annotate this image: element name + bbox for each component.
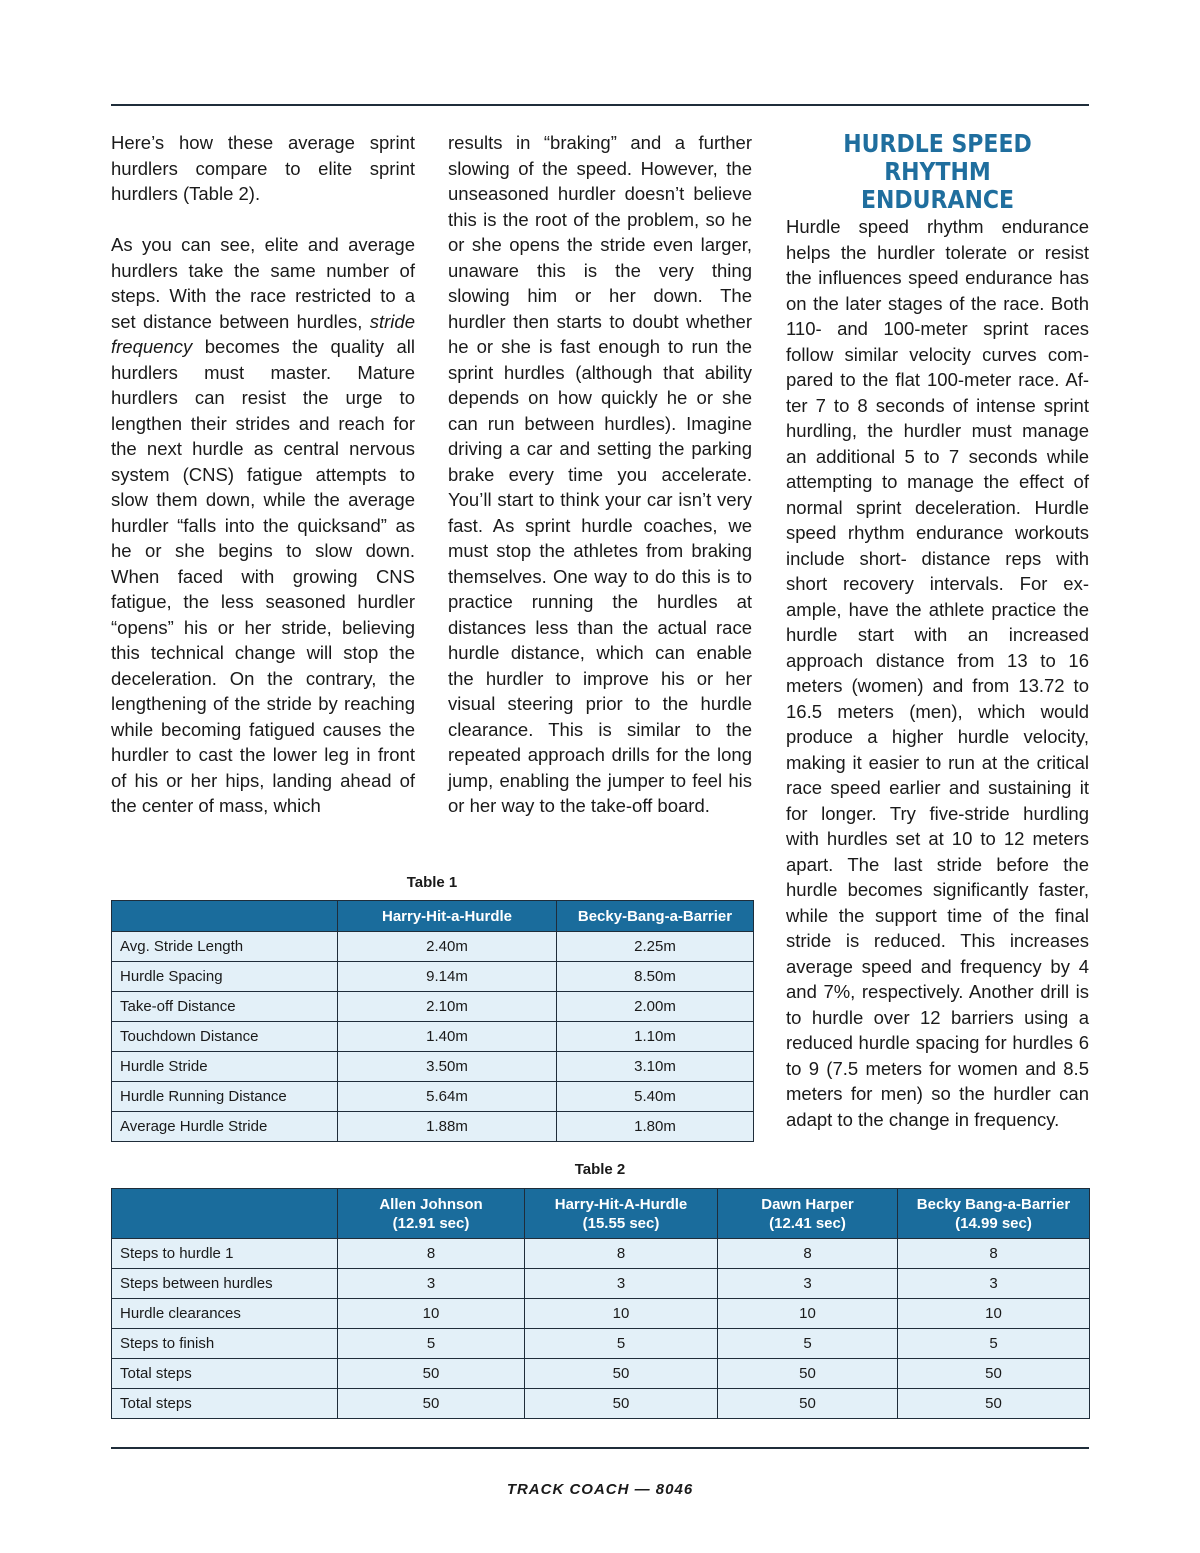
table-2: [111, 1188, 1090, 1419]
table-cell: 3: [338, 1269, 525, 1299]
table-2-header-cell: [525, 1189, 718, 1239]
table-cell: 50: [338, 1359, 525, 1389]
page-footer: TRACK COACH — 8046: [506, 1481, 694, 1498]
table-1-header-row: [112, 901, 754, 932]
table-cell: 8.50m: [557, 962, 754, 992]
top-rule: [111, 104, 1089, 106]
table-cell: 50: [338, 1389, 525, 1419]
row-label: Hurdle Running Distance: [112, 1082, 338, 1112]
table-cell: 10: [898, 1299, 1090, 1329]
table-cell: 5: [338, 1329, 525, 1359]
bottom-rule: [111, 1447, 1089, 1449]
column-1-paragraph-2: [111, 232, 415, 819]
row-label: Total steps: [112, 1389, 338, 1419]
table-1-header-cell: [112, 901, 338, 932]
table-cell: 8: [898, 1239, 1090, 1269]
row-label: Steps to finish: [112, 1329, 338, 1359]
row-label: Average Hurdle Stride: [112, 1112, 338, 1142]
table-cell: 3: [718, 1269, 898, 1299]
table-cell: 1.10m: [557, 1022, 754, 1052]
table-cell: 8: [525, 1239, 718, 1269]
athlete-time: (15.55 sec): [582, 1214, 660, 1232]
table-row: [112, 1389, 1090, 1419]
table-cell: 10: [718, 1299, 898, 1329]
table-cell: 2.10m: [338, 992, 557, 1022]
table-row: [112, 1082, 754, 1112]
athlete-time: (12.41 sec): [769, 1214, 846, 1232]
column-2-paragraph-1: results in “braking” and a further slowing of the speed. However, the unseasoned hurdler doesn’t believe this is the root of the problem, so he or she opens the stride even larger, unaware this is the very thing slowing him or her down. The hurdler then starts to doubt whether he or she is fast enough to run the sprint hurdles (although that ability depends on how quickly he or she can run between hurdles). Imagine driving a car and setting the parking brake every time you accelerate. You’ll start to think your car isn’t very fast. As sprint hurdle coaches, we must stop the athletes from braking themselves. One way to do this is to practice running the hurdles at distances less than the actual race hurdle distance, which can enable the hurdler to improve his or her visual steering prior to the hurdle clearance. This is similar to the repeated approach drills for the long jump, enabling the jumper to feel his or her way to the take-off board.: [448, 132, 752, 816]
table-cell: 1.80m: [557, 1112, 754, 1142]
athlete-time: (14.99 sec): [955, 1214, 1032, 1232]
table-row: [112, 1112, 754, 1142]
table-cell: 5.64m: [338, 1082, 557, 1112]
table-cell: 8: [718, 1239, 898, 1269]
table-2-header-cell: [718, 1189, 898, 1239]
table-1-header-cell: Becky-Bang-a-Barrier: [557, 901, 754, 932]
section-heading-line-1: HURDLE SPEED RHYTHM: [843, 129, 1032, 186]
table-row: [112, 1052, 754, 1082]
section-heading-line-2: ENDURANCE: [860, 185, 1015, 214]
table-cell: 10: [525, 1299, 718, 1329]
table-row: [112, 1299, 1090, 1329]
table-cell: 50: [525, 1359, 718, 1389]
table-cell: 5: [718, 1329, 898, 1359]
table-row: [112, 1329, 1090, 1359]
table-row: [112, 992, 754, 1022]
athlete-name: Allen Johnson: [379, 1195, 483, 1213]
table-cell: 2.25m: [557, 932, 754, 962]
row-label: Hurdle Spacing: [112, 962, 338, 992]
table-cell: 2.40m: [338, 932, 557, 962]
row-label: Steps between hurdles: [112, 1269, 338, 1299]
table-1-header-cell: Harry-Hit-a-Hurdle: [338, 901, 557, 932]
column-2: [448, 130, 752, 844]
row-label: Avg. Stride Length: [112, 932, 338, 962]
row-label: Touchdown Distance: [112, 1022, 338, 1052]
table-1-caption: Table 1: [406, 874, 458, 891]
paragraph-2-text-end: becomes the quality all hurdlers must master. Mature hurdlers can resist the urge to lengthen their strides and reach for the next hurdle as central nervous system (CNS) fatigue attempts to slow them down, while the average hurdler “falls into the quicksand” as he or she begins to slow down. When faced with growing CNS fatigue, the less seasoned hurdler “opens” his or her stride, believing this technical change will stop the deceleration. On the contrary, the lengthening of the stride by reaching while becoming fatigued causes the hurdler to cast the lower leg in front of his or her hips, landing ahead of the center of mass, which: [111, 336, 415, 816]
row-label: Hurdle clearances: [112, 1299, 338, 1329]
table-cell: 50: [718, 1389, 898, 1419]
athlete-name: Harry-Hit-A-Hurdle: [554, 1195, 688, 1213]
column-3: [786, 214, 1089, 1158]
athlete-time: (12.91 sec): [392, 1214, 470, 1232]
athlete-name: Becky Bang-a-Barrier: [916, 1195, 1071, 1213]
table-cell: 5: [898, 1329, 1090, 1359]
table-2-header-cell: [338, 1189, 525, 1239]
table-2-header-row: [112, 1189, 1090, 1239]
table-row: [112, 1359, 1090, 1389]
column-3-paragraph-1: Hurdle speed rhythm endurance helps the hurdler tolerate or resist the influences speed endurance has on the later stages of the race. Both 110- and 100-meter sprint races follow similar velocity curves com-pared to the flat 100-meter race. Af-ter 7 to 8 seconds of intense sprint hurdling, the hurdler must manage an additional 5 to 7 seconds while attempting to manage the effect of normal sprint deceleration. Hurdle speed rhythm endurance workouts include short- distance reps with short recovery intervals. For ex-ample, have the athlete practice the hurdle start with an increased approach distance from 13 to 16 meters (women) and from 13.72 to 16.5 meters (men), which would produce a higher hurdle velocity, making it easier to run at the critical race speed earlier and sustaining it for longer. Try five-stride hurdling with hurdles set at 10 to 12 meters apart. The last stride before the hurdle becomes significantly faster, while the support time of the final stride is reduced. This increases average speed and frequency by 4 and 7%, respectively. Another drill is to hurdle over 12 barriers using a reduced hurdle spacing for hurdles 6 to 9 (7.5 meters for women and 8.5 meters for men) so the hurdler can adapt to the change in frequency.: [786, 216, 1089, 1130]
table-2-header-cell: [112, 1189, 338, 1239]
table-cell: 3.10m: [557, 1052, 754, 1082]
table-cell: 3: [898, 1269, 1090, 1299]
row-label: Total steps: [112, 1359, 338, 1389]
table-2-caption: Table 2: [574, 1161, 626, 1178]
table-row: [112, 1269, 1090, 1299]
table-cell: 3.50m: [338, 1052, 557, 1082]
table-cell: 50: [718, 1359, 898, 1389]
table-1: [111, 900, 754, 1142]
table-row: [112, 932, 754, 962]
stride-frequency-emphasis: stride frequency: [111, 310, 415, 357]
table-row: [112, 1239, 1090, 1269]
table-cell: 5.40m: [557, 1082, 754, 1112]
table-cell: 3: [525, 1269, 718, 1299]
column-1-paragraph-1: Here’s how these average sprint hurdlers compare to elite sprint hurdlers (Table 2).: [111, 132, 415, 204]
table-cell: 1.88m: [338, 1112, 557, 1142]
paragraph-2-text-start: As you can see, elite and average hurdlers take the same number of steps. With the race restricted to a set distance between hurdles,: [111, 234, 415, 332]
table-row: [112, 1022, 754, 1052]
table-cell: 9.14m: [338, 962, 557, 992]
table-cell: 5: [525, 1329, 718, 1359]
section-heading: [804, 130, 1071, 214]
table-cell: 8: [338, 1239, 525, 1269]
row-label: Steps to hurdle 1: [112, 1239, 338, 1269]
table-cell: 50: [525, 1389, 718, 1419]
table-cell: 10: [338, 1299, 525, 1329]
row-label: Take-off Distance: [112, 992, 338, 1022]
table-cell: 1.40m: [338, 1022, 557, 1052]
table-cell: 50: [898, 1389, 1090, 1419]
table-row: [112, 962, 754, 992]
table-cell: 2.00m: [557, 992, 754, 1022]
row-label: Hurdle Stride: [112, 1052, 338, 1082]
table-2-header-cell: [898, 1189, 1090, 1239]
athlete-name: Dawn Harper: [761, 1195, 854, 1213]
column-1: [111, 130, 415, 844]
table-cell: 50: [898, 1359, 1090, 1389]
